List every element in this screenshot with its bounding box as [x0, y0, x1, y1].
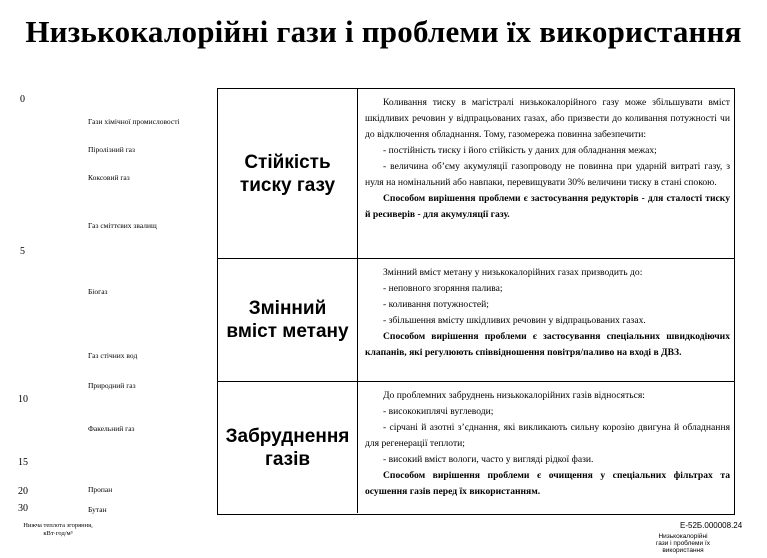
table-row [218, 89, 734, 259]
gas-label: Коксовий газ [88, 173, 130, 182]
row-heading: Забруднення газів [218, 382, 358, 513]
gas-label: Бутан [88, 505, 107, 514]
row-solution: Способом вирішення проблеми є застосування спеціальних швидкодіючих клапанів, які регулюють співвідношення повітря/паливо на вході в ДВЗ. [365, 331, 730, 358]
problems-table [217, 88, 735, 515]
gas-label: Факельний газ [88, 424, 135, 433]
axis-tick: 0 [20, 94, 25, 105]
gas-label: Пропан [88, 485, 113, 494]
row-paragraph: - неповного згоряння палива; [383, 283, 503, 294]
axis-caption-line: кВт·год/м³ [43, 530, 73, 537]
gas-label: Природний газ [88, 381, 136, 390]
row-body [359, 89, 734, 258]
axis-tick: 10 [18, 394, 28, 405]
axis-caption-line: Нижча теплота згоряння, [23, 522, 93, 529]
gas-label: Газ стічних вод [88, 351, 138, 360]
axis-tick: 15 [18, 457, 28, 468]
gas-label: Газ сміттєвих звалищ [88, 221, 157, 230]
row-paragraph: - сірчані й азотні з’єднання, які викликають сильну корозію двигуна й обладнання для регенерації теплоти; [365, 422, 730, 449]
gas-label: Піролізний газ [88, 145, 135, 154]
row-paragraph: - постійність тиску і його стійкість у даних для обладнання межах; [383, 145, 657, 156]
document-code: Е-52Б.000008.24 [680, 521, 743, 530]
row-heading: Стійкість тиску газу [218, 89, 358, 258]
axis-tick: 5 [20, 246, 25, 257]
axis-caption [18, 522, 98, 538]
row-solution: Способом вирішення проблеми є очищення у спеціальних фільтрах та осушення газів перед їх використанням. [365, 470, 730, 497]
row-body [359, 259, 734, 381]
table-row [218, 259, 734, 382]
row-paragraph: До проблемних забруднень низькокалорійних газів відносяться: [383, 390, 645, 401]
row-body [359, 382, 734, 513]
row-paragraph: - збільшення вмісту шкідливих речовин у відпрацьованих газах. [383, 315, 646, 326]
gas-label: Біогаз [88, 287, 108, 296]
document-name: Низькокалорійні гази і проблеми їх використання [656, 533, 710, 554]
row-paragraph: - коливання потужностей; [383, 299, 489, 310]
row-paragraph: - величина об’єму акумуляції газопроводу не повинна при ударній витраті газу, з нуля на номінальний або навпаки, перевищувати 30% величини тиску в стані спокою. [365, 161, 730, 188]
row-paragraph: - висококиплячі вуглеводи; [383, 406, 494, 417]
title-block-stamp [592, 520, 767, 558]
row-heading: Змінний вміст метану [218, 259, 358, 381]
row-paragraph: - високий вміст вологи, часто у вигляді рідкої фази. [383, 454, 594, 465]
axis-tick: 20 [18, 486, 28, 497]
table-row [218, 382, 734, 513]
row-paragraph: Змінний вміст метану у низькокалорійних газах призводить до: [383, 267, 643, 278]
gas-label: Гази хімічної промисловості [88, 117, 180, 126]
row-solution: Способом вирішення проблеми є застосування редукторів - для сталості тиску й ресиверів - для акумуляції газу. [365, 193, 730, 220]
row-paragraph: Коливання тиску в магістралі низькокалорійного газу може збільшувати вміст шкідливих речовин у відпрацьованих газах, або призвести до коливання потужності чи до відключення обладнання. Тому, газомережа повинна забезпечити: [365, 97, 730, 140]
axis-tick: 30 [18, 503, 28, 514]
page-title: Низькокалорійні гази і проблеми їх використання [25, 14, 742, 49]
